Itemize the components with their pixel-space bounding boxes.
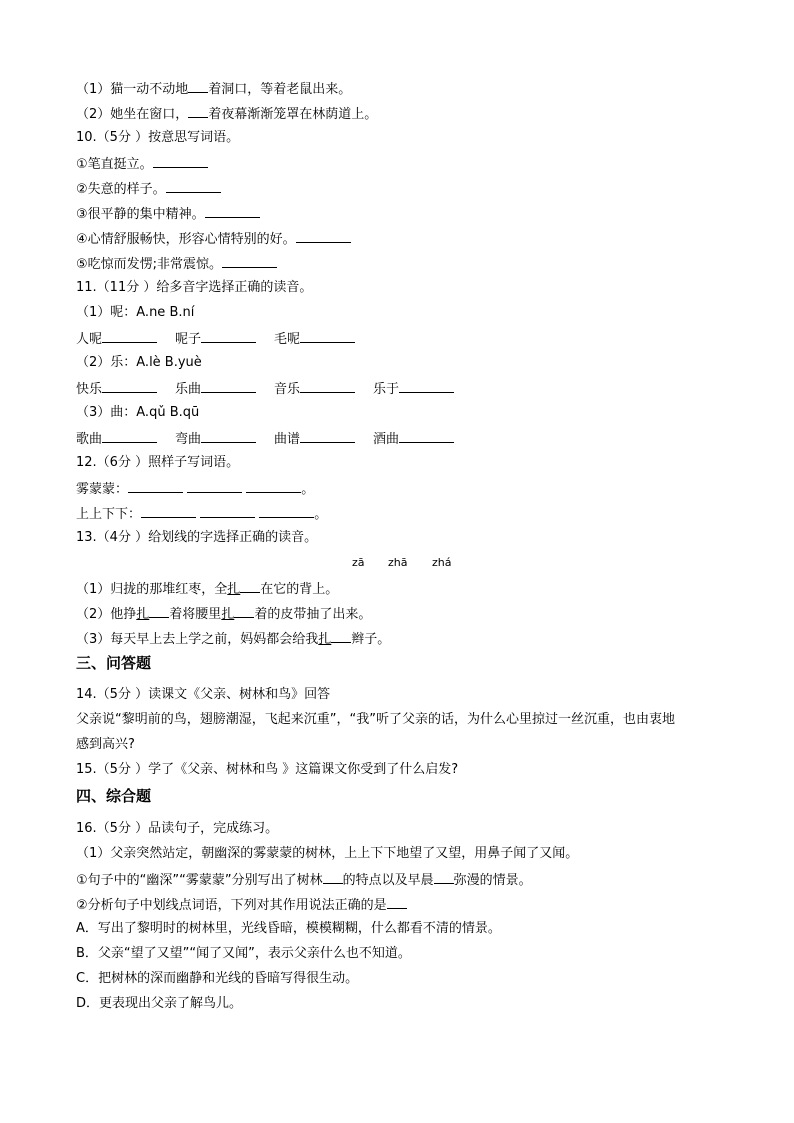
answer-blank[interactable] (300, 429, 355, 443)
q10-item-4: ④心情舒服畅快，形容心情特别的好。 (76, 229, 351, 249)
answer-blank[interactable] (187, 479, 242, 493)
answer-blank[interactable] (153, 154, 208, 168)
q15-title: 15.（5分 ）学了《父亲、树林和鸟 》这篇课文你受到了什么启发? (76, 762, 459, 777)
q10-item-2: ②失意的样子。 (76, 179, 221, 199)
answer-blank[interactable] (300, 379, 355, 393)
answer-blank[interactable] (201, 329, 256, 343)
q14-text-1: 父亲说“黎明前的鸟，翅膀潮湿，飞起来沉重”，“我”听了父亲的话，为什么心里掠过一丝沉重，也由衷地 (76, 712, 675, 727)
q11-words-3: 歌曲 弯曲 曲谱 酒曲 (76, 429, 454, 449)
answer-blank[interactable] (102, 379, 157, 393)
q11-words-2: 快乐 乐曲 音乐 乐于 (76, 379, 454, 399)
answer-blank[interactable] (149, 604, 169, 618)
q13-item-1: （1）归拢的那堆红枣，全扎 在它的背上。 (76, 579, 338, 599)
q16-option-a: A．写出了黎明时的树林里，光线昏暗，模模糊糊，什么都看不清的情景。 (76, 921, 501, 936)
q16-sentence: （1）父亲突然站定，朝幽深的雾蒙蒙的树林，上上下下地望了又望，用鼻子闻了又闻。 (76, 846, 579, 861)
q10-item-1: ①笔直挺立。 (76, 154, 208, 174)
answer-blank[interactable] (331, 629, 351, 643)
answer-blank[interactable] (434, 870, 454, 884)
answer-blank[interactable] (102, 429, 157, 443)
q11-sub-2: （2）乐：A.lè B.yuè (76, 355, 202, 370)
answer-blank[interactable] (200, 504, 255, 518)
q12-title: 12.（6分 ）照样子写词语。 (76, 455, 240, 470)
answer-blank[interactable] (166, 179, 221, 193)
pinyin-option: zhā (388, 556, 408, 569)
q11-sub-1: （1）呢：A.ne B.ní (76, 305, 195, 320)
q13-item-2: （2）他挣扎 着将腰里扎 着的皮带抽了出来。 (76, 604, 371, 624)
q11-words-1: 人呢 呢子 毛呢 (76, 329, 355, 349)
q9-item-1: （1）猫一动不动地 着洞口，等着老鼠出来。 (76, 79, 351, 99)
pinyin-option: zhá (432, 556, 452, 569)
q11-title: 11.（11分 ）给多音字选择正确的读音。 (76, 280, 313, 295)
q13-item-3: （3）每天早上去上学之前，妈妈都会给我扎 辫子。 (76, 629, 390, 649)
answer-blank[interactable] (399, 429, 454, 443)
q12-item-2: 上上下下： 。 (76, 504, 327, 524)
q16-item-2: ②分析句子中划线点词语，下列对其作用说法正确的是 (76, 895, 407, 915)
answer-blank[interactable] (259, 504, 314, 518)
answer-blank[interactable] (188, 104, 208, 118)
answer-blank[interactable] (222, 254, 277, 268)
answer-blank[interactable] (300, 329, 355, 343)
q10-item-3: ③很平静的集中精神。 (76, 204, 260, 224)
answer-blank[interactable] (201, 429, 256, 443)
q11-sub-3: （3）曲：A.qǔ B.qū (76, 405, 200, 420)
section-heading-3: 三、问答题 (76, 654, 152, 672)
q10-item-5: ⑤吃惊而发愣;非常震惊。 (76, 254, 277, 274)
q14-title: 14.（5分 ）读课文《父亲、树林和鸟》回答 (76, 687, 331, 702)
answer-blank[interactable] (188, 79, 208, 93)
q12-item-1: 雾蒙蒙： 。 (76, 479, 314, 499)
answer-blank[interactable] (387, 895, 407, 909)
answer-blank[interactable] (323, 870, 343, 884)
q16-title: 16.（5分 ）品读句子，完成练习。 (76, 821, 279, 836)
q16-option-b: B．父亲“望了又望”“闻了又闻”，表示父亲什么也不知道。 (76, 946, 411, 961)
section-heading-4: 四、综合题 (76, 787, 152, 805)
answer-blank[interactable] (234, 604, 254, 618)
answer-blank[interactable] (141, 504, 196, 518)
answer-blank[interactable] (201, 379, 256, 393)
q10-title: 10.（5分 ）按意思写词语。 (76, 130, 240, 145)
answer-blank[interactable] (205, 204, 260, 218)
q16-option-c: C．把树林的深而幽静和光线的昏暗写得很生动。 (76, 971, 359, 986)
q16-option-d: D．更表现出父亲了解鸟儿。 (76, 996, 243, 1011)
answer-blank[interactable] (296, 229, 351, 243)
q9-item-2: （2）她坐在窗口， 着夜幕渐渐笼罩在林荫道上。 (76, 104, 377, 124)
pinyin-option: zā (352, 556, 365, 569)
answer-blank[interactable] (240, 579, 260, 593)
answer-blank[interactable] (128, 479, 183, 493)
q13-title: 13.（4分 ）给划线的字选择正确的读音。 (76, 530, 318, 545)
answer-blank[interactable] (246, 479, 301, 493)
q16-item-1: ①句子中的“幽深”“雾蒙蒙”分别写出了树林 的特点以及早晨 弥漫的情景。 (76, 870, 532, 890)
answer-blank[interactable] (399, 379, 454, 393)
answer-blank[interactable] (102, 329, 157, 343)
q14-text-2: 感到高兴? (76, 737, 135, 752)
